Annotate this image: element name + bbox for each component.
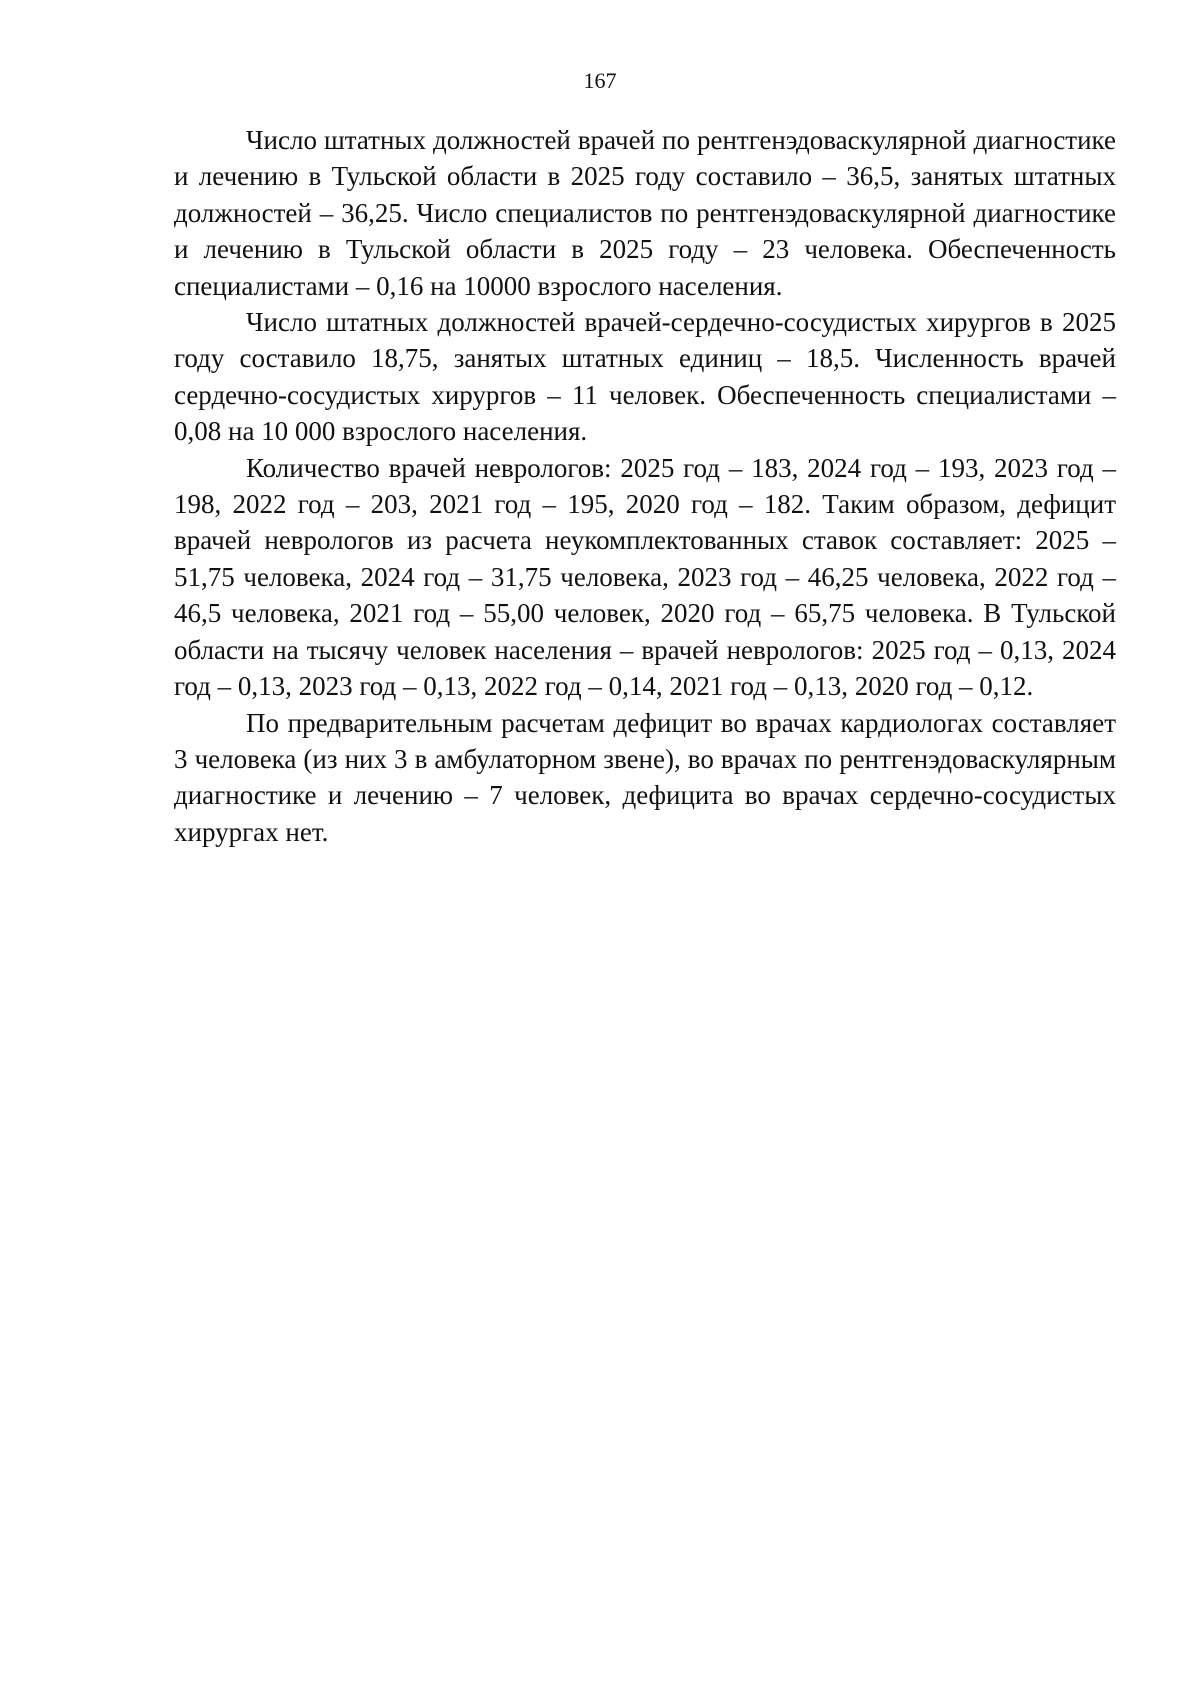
page-number: 167 <box>583 68 617 93</box>
paragraph-neurologists: Количество врачей неврологов: 2025 год – 183, 2024 год – 193, 2023 год – 198, 2022 год – 203, 2021 год – 195, 2020 год – 182. Таким образом, дефицит врачей неврологов из расчета неукомплектованных ставок составляет: 2025 – 51,75 человека, 2024 год – 31,75 человека, 2023 год – 46,25 человека, 2022 год – 46,5 человека, 2021 год – 55,00 человек, 2020 год – 65,75 человека. В Тульской области на тысячу человек населения – врачей неврологов: 2025 год – 0,13, 2024 год – 0,13, 2023 год – 0,13, 2022 год – 0,14, 2021 год – 0,13, 2020 год – 0,12. <box>174 452 1116 702</box>
paragraph-endovascular: Число штатных должностей врачей по рентгенэдоваскулярной диагностике и лечению в Тульской области в 2025 году составило – 36,5, занятых штатных должностей – 36,25. Число специалистов по рентгенэдоваскулярной диагностике и лечению в Тульской области в 2025 году – 23 человека. Обеспеченность специалистами – 0,16 на 10000 взрослого населения. <box>174 125 1116 301</box>
document-body <box>174 122 1116 850</box>
paragraph-cardiovascular-surgeons: Число штатных должностей врачей-сердечно-сосудистых хирургов в 2025 году составило 18,75, занятых штатных единиц – 18,5. Численность врачей сердечно-сосудистых хирургов – 11 человек. Обеспеченность специалистами – 0,08 на 10 000 взрослого населения. <box>174 307 1116 447</box>
paragraph-deficit-summary: По предварительным расчетам дефицит во врачах кардиологах составляет 3 человека (из них 3 в амбулаторном звене), во врачах по рентгенэдоваскулярным диагностике и лечению – 7 человек, дефицита во врачах сердечно-сосудистых хирургах нет. <box>174 707 1116 847</box>
